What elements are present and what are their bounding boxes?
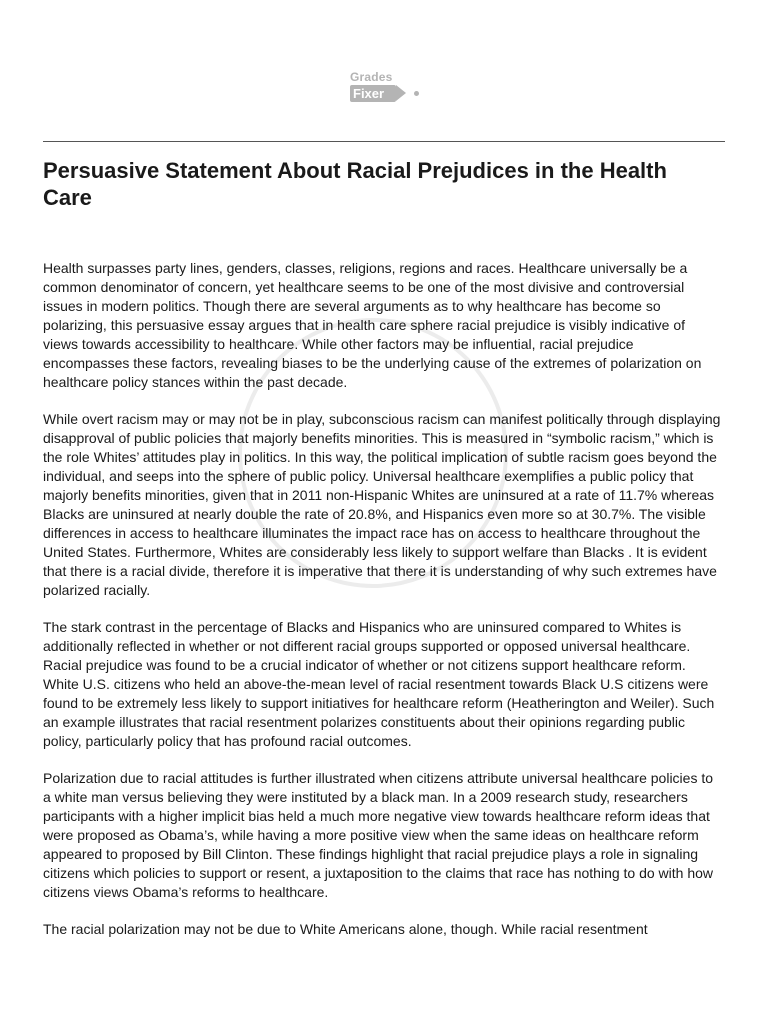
paragraph: The stark contrast in the percentage of Blacks and Hispanics who are uninsured compared to Whites is additionally reflected in whether or not different racial groups supported or opposed universal healthcare. Racial prejudice was found to be a crucial indicator of whether or not citizens support healthcare reform. White U.S. citizens who held an above-the-mean level of racial resentment towards Black U.S citizens were found to be extremely less likely to support initiatives for healthcare reform (Heatherington and Weiler). Such an example illustrates that racial resentment polarizes constituents about their opinions regarding public policy, particularly policy that has profound racial outcomes. bbox=[43, 619, 715, 749]
grades-fixer-logo[interactable] bbox=[348, 70, 422, 106]
logo-text-tag: Fixer bbox=[350, 85, 396, 102]
paragraph: The racial polarization may not be due to White Americans alone, though. While racial resentment bbox=[43, 921, 648, 937]
document-title: Persuasive Statement About Racial Prejudices in the Health Care bbox=[43, 158, 667, 210]
paragraph: Polarization due to racial attitudes is further illustrated when citizens attribute universal healthcare policies to a white man versus believing they were instituted by a black man. In a 2009 research study, researchers participants with a higher implicit bias held a much more negative view towards healthcare reform ideas that were proposed as Obama’s, while having a more positive view when the same ideas on healthcare reform appeared to proposed by Bill Clinton. These findings highlight that racial prejudice plays a role in signaling citizens which policies to support or resent, a juxtaposition to the claims that race has nothing to do with how citizens views Obama’s reforms to healthcare. bbox=[43, 770, 714, 900]
paragraph: While overt racism may or may not be in play, subconscious racism can manifest politically through displaying disapproval of public policies that majorly benefits minorities. This is measured in “symbolic racism,” which is the role Whites’ attitudes play in politics. In this way, the political implication of subtle racism goes beyond the individual, and seeps into the sphere of public policy. Universal healthcare exemplifies a public policy that majorly benefits minorities, given that in 2011 non-Hispanic Whites are uninsured at a rate of 11.7% whereas Blacks are uninsured at nearly double the rate of 20.8%, and Hispanics even more so at 30.7%. The visible differences in access to healthcare illuminates the impact race has on access to healthcare throughout the United States. Furthermore, Whites are considerably less likely to support welfare than Blacks . It is evident that there is a racial divide, therefore it is imperative that there it is understanding of why such extremes have polarized racially. bbox=[43, 411, 721, 598]
logo-tag-hole bbox=[414, 91, 419, 96]
paragraph: Health surpasses party lines, genders, classes, religions, regions and races. Healthcare universally be a common denominator of concern, yet healthcare seems to be one of the most divisive and controversial issues in modern politics. Though there are several arguments as to why healthcare has become so polarizing, this persuasive essay argues that in health care sphere racial prejudice is visibly indicative of views towards accessibility to healthcare. While other factors may be influential, racial prejudice encompasses these factors, revealing biases to be the underlying cause of the extremes of polarization on healthcare policy stances within the past decade. bbox=[43, 260, 702, 390]
logo-tag-tip bbox=[396, 85, 406, 101]
document-body bbox=[43, 259, 723, 957]
header-divider bbox=[43, 141, 725, 142]
logo-text-top: Grades bbox=[350, 70, 393, 84]
